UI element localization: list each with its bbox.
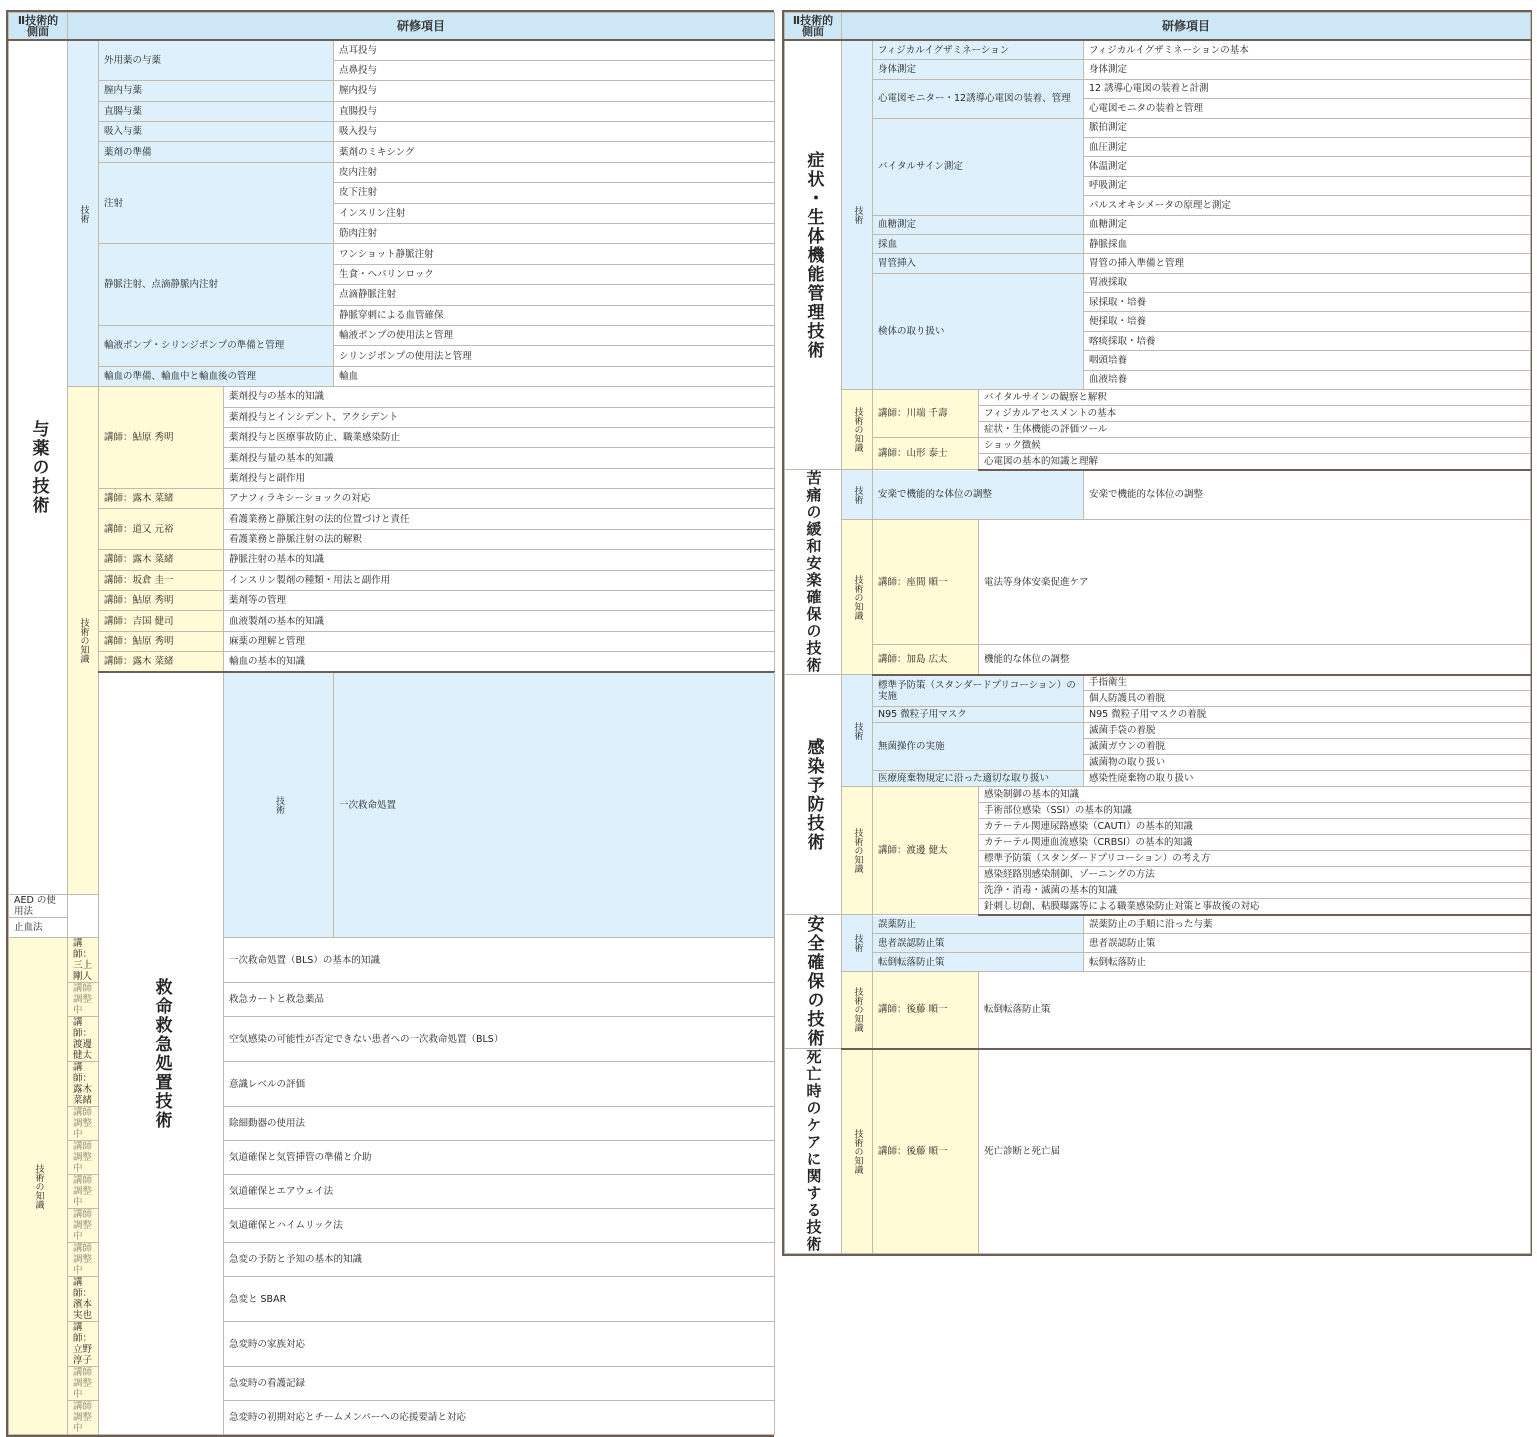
knowledge-topic: 空気感染の可能性が否定できない患者への一次救命処置（BLS） [224, 1017, 775, 1062]
left-training-table [8, 12, 775, 1435]
table-row [9, 672, 775, 750]
tech-sub: 尿採取・培養 [1084, 293, 1531, 312]
table-row [785, 470, 1531, 520]
category-tech: 技術 [842, 915, 873, 972]
tech-sub: 生食・ヘパリンロック [334, 264, 775, 284]
tech-sub: 点耳投与 [334, 40, 775, 60]
tech-sub: 転倒転落防止 [1084, 953, 1531, 972]
knowledge-topic: 感染経路別感染制御、ゾーニングの方法 [979, 867, 1531, 883]
table-row [9, 40, 775, 60]
lecturer: 講師：渡邊 健太 [68, 1017, 99, 1062]
right-training-table [784, 12, 1531, 1254]
tech-sub: 感染性廃棄物の取り扱い [1084, 771, 1531, 787]
knowledge-topic: アナフィラキシーショックの対応 [224, 489, 775, 509]
knowledge-topic: 感染制御の基本的知識 [979, 787, 1531, 803]
lecturer-pending: 講師調整中 [68, 1243, 99, 1277]
tech-sub: 膣内投与 [334, 81, 775, 101]
tech-item: 静脈注射、点滴静脈内注射 [99, 244, 334, 326]
category-knowledge: 技術の知識 [842, 787, 873, 915]
lecturer: 講師：山形 泰士 [873, 438, 979, 470]
tech-sub: 体温測定 [1084, 157, 1531, 176]
right-header-side: Ⅱ技術的側面 [785, 13, 842, 41]
section-title: 与薬の技術 [9, 40, 68, 894]
knowledge-topic: 機能的な体位の調整 [979, 645, 1531, 675]
knowledge-topic: 血液製剤の基本的知識 [224, 611, 775, 631]
knowledge-topic: 標準予防策（スタンダードプリコーション）の考え方 [979, 851, 1531, 867]
lecturer-pending: 講師調整中 [68, 1107, 99, 1141]
knowledge-topic: 針刺し切創、粘膜曝露等による職業感染防止対策と事故後の対応 [979, 899, 1531, 915]
knowledge-topic: バイタルサインの観察と解釈 [979, 390, 1531, 406]
tech-sub: 脈拍測定 [1084, 118, 1531, 137]
category-knowledge: 技術の知識 [9, 938, 68, 1435]
tech-sub: AED の使用法 [9, 894, 68, 917]
knowledge-topic: 気道確保と気管挿管の準備と介助 [224, 1141, 775, 1175]
right-header-items: 研修項目 [842, 13, 1531, 41]
tech-item: 血糖測定 [873, 215, 1084, 234]
category-tech: 技術 [224, 672, 334, 937]
knowledge-topic: 除細動器の使用法 [224, 1107, 775, 1141]
tech-sub: 血糖測定 [1084, 215, 1531, 234]
lecturer-pending: 講師調整中 [68, 1175, 99, 1209]
tech-sub: 心電図モニタの装着と管理 [1084, 99, 1531, 118]
knowledge-topic: カテーテル関連血流感染（CRBSI）の基本的知識 [979, 835, 1531, 851]
knowledge-topic: 急変時の家族対応 [224, 1322, 775, 1367]
tech-item: 身体測定 [873, 60, 1084, 79]
tech-item: 医療廃棄物規定に沿った適切な取り扱い [873, 771, 1084, 787]
section-title: 死亡時のケアに関する技術 [785, 1049, 842, 1254]
lecturer: 講師：露木 菜緒 [68, 1062, 99, 1107]
category-knowledge: 技術の知識 [842, 390, 873, 470]
tech-sub: 胃管の挿入準備と管理 [1084, 254, 1531, 273]
knowledge-topic: ショック徴候 [979, 438, 1531, 454]
tech-sub: 点鼻投与 [334, 60, 775, 80]
tech-sub: 薬剤のミキシング [334, 142, 775, 162]
tech-item: 輸液ポンプ・シリンジポンプの準備と管理 [99, 325, 334, 366]
lecturer: 講師：鮎原 秀明 [99, 631, 224, 651]
section-title: 安全確保の技術 [785, 915, 842, 1049]
tech-item: 患者誤認防止策 [873, 934, 1084, 953]
lecturer: 講師：露木 菜緒 [99, 652, 224, 672]
knowledge-topic: 手術部位感染（SSI）の基本的知識 [979, 803, 1531, 819]
knowledge-topic: 洗浄・消毒・滅菌の基本的知識 [979, 883, 1531, 899]
tech-item: 吸入与薬 [99, 122, 334, 142]
lecturer-pending: 講師調整中 [68, 1401, 99, 1435]
knowledge-topic: 麻薬の理解と管理 [224, 631, 775, 651]
tech-item: 胃管挿入 [873, 254, 1084, 273]
category-knowledge: 技術の知識 [842, 972, 873, 1049]
lecturer: 講師：露木 菜緒 [99, 550, 224, 570]
knowledge-topic: 看護業務と静脈注射の法的位置づけと責任 [224, 509, 775, 529]
knowledge-topic: 心電図の基本的知識と理解 [979, 454, 1531, 470]
knowledge-topic: 急変時の初期対応とチームメンバーへの応援要請と対応 [224, 1401, 775, 1435]
left-table [6, 10, 774, 1437]
knowledge-topic: 気道確保とエアウェイ法 [224, 1175, 775, 1209]
knowledge-topic: 急変と SBAR [224, 1277, 775, 1322]
lecturer: 講師：渡邊 健太 [873, 787, 979, 915]
knowledge-topic: 急変時の看護記録 [224, 1367, 775, 1401]
tech-sub: 滅菌ガウンの着脱 [1084, 739, 1531, 755]
category-tech: 技術 [842, 675, 873, 787]
section-title: 苦痛の緩和安楽確保の技術 [785, 470, 842, 675]
lecturer: 講師：座間 順一 [873, 520, 979, 645]
tech-item: フィジカルイグザミネーション [873, 40, 1084, 60]
tech-item: 誤薬防止 [873, 915, 1084, 934]
tech-sub: 身体測定 [1084, 60, 1531, 79]
tech-sub: 12 誘導心電図の装着と計測 [1084, 79, 1531, 98]
tech-sub: 吸入投与 [334, 122, 775, 142]
knowledge-topic: 薬剤投与と副作用 [224, 468, 775, 488]
tech-sub: 便採取・培養 [1084, 312, 1531, 331]
table-row [785, 40, 1531, 60]
tech-item: 薬剤の準備 [99, 142, 334, 162]
knowledge-topic: カテーテル関連尿路感染（CAUTI）の基本的知識 [979, 819, 1531, 835]
category-knowledge: 技術の知識 [842, 520, 873, 675]
lecturer-pending: 講師調整中 [68, 1367, 99, 1401]
tech-sub: 皮下注射 [334, 183, 775, 203]
tech-sub: 静脈穿刺による血管確保 [334, 305, 775, 325]
lecturer-pending: 講師調整中 [68, 1209, 99, 1243]
tech-sub: 輸液ポンプの使用法と管理 [334, 325, 775, 345]
knowledge-topic: 薬剤投与と医療事故防止、職業感染防止 [224, 427, 775, 447]
category-knowledge: 技術の知識 [842, 1049, 873, 1254]
category-knowledge: 技術の知識 [68, 387, 99, 894]
lecturer: 講師：加島 広太 [873, 645, 979, 675]
left-header-row [9, 13, 775, 41]
tech-item: 安楽で機能的な体位の調整 [873, 470, 1084, 520]
tech-item: 輸血の準備、輸血中と輸血後の管理 [99, 366, 334, 386]
lecturer: 講師：道又 元裕 [99, 509, 224, 550]
knowledge-topic: 死亡診断と死亡届 [979, 1049, 1531, 1254]
knowledge-topic: 転倒転落防止策 [979, 972, 1531, 1049]
lecturer: 講師：濱本 実也 [68, 1277, 99, 1322]
lecturer: 講師：立野 淳子 [68, 1322, 99, 1367]
tech-sub: 皮内注射 [334, 162, 775, 182]
tech-sub: 点滴静脈注射 [334, 285, 775, 305]
knowledge-topic: 意識レベルの評価 [224, 1062, 775, 1107]
knowledge-topic: 輸血の基本的知識 [224, 652, 775, 672]
lecturer: 講師：三上 剛人 [68, 938, 99, 983]
tech-sub: シリンジポンプの使用法と管理 [334, 346, 775, 366]
knowledge-topic: 看護業務と静脈注射の法的解釈 [224, 529, 775, 549]
tech-sub: 筋肉注射 [334, 224, 775, 244]
knowledge-topic: 電法等身体安楽促進ケア [979, 520, 1531, 645]
knowledge-topic: インスリン製剤の種類・用法と副作用 [224, 570, 775, 590]
lecturer: 講師：露木 菜緒 [99, 489, 224, 509]
tech-item: 一次救命処置 [334, 672, 775, 937]
lecturer: 講師：後藤 順一 [873, 1049, 979, 1254]
tech-item: 転倒転落防止策 [873, 953, 1084, 972]
tech-sub: ワンショット静脈注射 [334, 244, 775, 264]
lecturer-pending: 講師調整中 [68, 1141, 99, 1175]
lecturer-pending: 講師調整中 [68, 983, 99, 1017]
lecturer: 講師：吉国 健司 [99, 611, 224, 631]
lecturer: 講師：鮎原 秀明 [99, 591, 224, 611]
right-table [782, 10, 1532, 1256]
tech-sub: 安楽で機能的な体位の調整 [1084, 470, 1531, 520]
knowledge-topic: フィジカルアセスメントの基本 [979, 406, 1531, 422]
tech-sub: 喀痰採取・培養 [1084, 331, 1531, 350]
tech-sub: 直腸投与 [334, 101, 775, 121]
tech-sub: 咽頭培養 [1084, 351, 1531, 370]
tech-item: 注射 [99, 162, 334, 244]
knowledge-topic: 一次救命処置（BLS）の基本的知識 [224, 938, 775, 983]
tech-item: 膣内与薬 [99, 81, 334, 101]
tech-item: 検体の取り扱い [873, 273, 1084, 389]
knowledge-topic: 薬剤投与とインシデント、アクシデント [224, 407, 775, 427]
tech-item: 無菌操作の実施 [873, 723, 1084, 771]
lecturer: 講師：坂倉 圭一 [99, 570, 224, 590]
tech-sub: 個人防護具の着脱 [1084, 691, 1531, 707]
left-header-items: 研修項目 [68, 13, 775, 41]
tech-sub: 静脈採血 [1084, 234, 1531, 253]
category-tech: 技術 [842, 470, 873, 520]
knowledge-topic: 救急カートと救急薬品 [224, 983, 775, 1017]
tech-sub: 呼吸測定 [1084, 176, 1531, 195]
tech-sub: 輸血 [334, 366, 775, 386]
tech-item: N95 微粒子用マスク [873, 707, 1084, 723]
tech-item: 採血 [873, 234, 1084, 253]
table-row [785, 675, 1531, 691]
section-title: 救命救急処置技術 [99, 672, 224, 1434]
tech-sub: フィジカルイグザミネーションの基本 [1084, 40, 1531, 60]
table-row [785, 1049, 1531, 1254]
knowledge-topic: 薬剤投与の基本的知識 [224, 387, 775, 407]
tech-sub: インスリン注射 [334, 203, 775, 223]
lecturer: 講師：後藤 順一 [873, 972, 979, 1049]
knowledge-topic: 薬剤等の管理 [224, 591, 775, 611]
tech-item: 外用薬の与薬 [99, 40, 334, 81]
knowledge-topic: 症状・生体機能の評価ツール [979, 422, 1531, 438]
knowledge-topic: 薬剤投与量の基本的知識 [224, 448, 775, 468]
tech-sub: 誤薬防止の手順に沿った与薬 [1084, 915, 1531, 934]
tech-sub: 血圧測定 [1084, 137, 1531, 156]
tech-sub: 胃液採取 [1084, 273, 1531, 292]
lecturer: 講師：鮎原 秀明 [99, 387, 224, 489]
tech-sub: 患者誤認防止策 [1084, 934, 1531, 953]
knowledge-topic: 静脈注射の基本的知識 [224, 550, 775, 570]
lecturer: 講師：川端 千壽 [873, 390, 979, 438]
tech-sub: 手指衛生 [1084, 675, 1531, 691]
tech-sub: 滅菌物の取り扱い [1084, 755, 1531, 771]
knowledge-topic: 急変の予防と予知の基本的知識 [224, 1243, 775, 1277]
tech-sub: N95 微粒子用マスクの着脱 [1084, 707, 1531, 723]
category-tech: 技術 [68, 40, 99, 387]
tech-sub: 血液培養 [1084, 370, 1531, 389]
tech-item: バイタルサイン測定 [873, 118, 1084, 215]
table-row [785, 915, 1531, 934]
tech-item: 直腸与薬 [99, 101, 334, 121]
tech-sub: 止血法 [9, 917, 68, 937]
tech-item: 心電図モニター・12誘導心電図の装着、管理 [873, 79, 1084, 118]
right-header-row [785, 13, 1531, 41]
tech-sub: 滅菌手袋の着脱 [1084, 723, 1531, 739]
left-header-side: Ⅱ技術的側面 [9, 13, 68, 41]
section-title: 症状・生体機能管理技術 [785, 40, 842, 470]
knowledge-topic: 気道確保とハイムリック法 [224, 1209, 775, 1243]
tech-sub: パルスオキシメータの原理と測定 [1084, 196, 1531, 215]
section-title: 感染予防技術 [785, 675, 842, 915]
category-tech: 技術 [842, 40, 873, 390]
tech-item: 標準予防策（スタンダードプリコーション）の実施 [873, 675, 1084, 707]
